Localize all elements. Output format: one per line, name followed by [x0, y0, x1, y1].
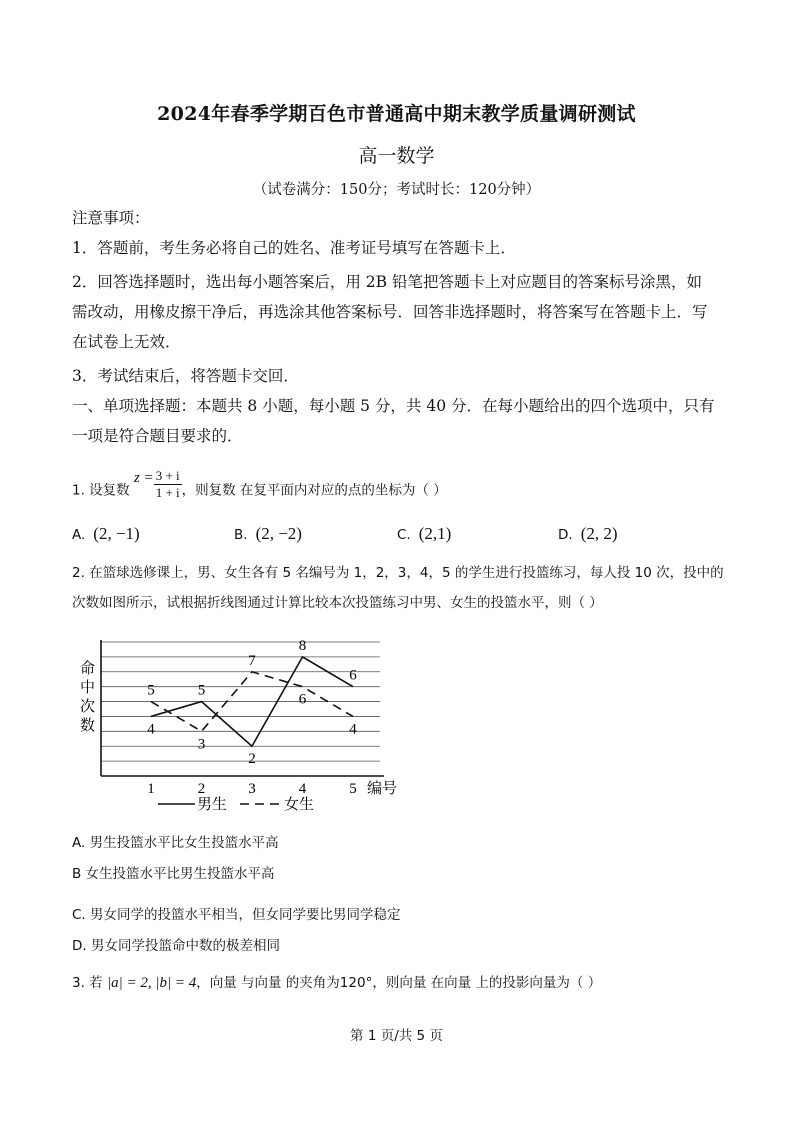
x-tick-label: 1 [147, 781, 155, 797]
data-label: 8 [298, 637, 307, 654]
q2-option-b: B 女生投篮水平比男生投篮水平高 [72, 866, 275, 882]
q1-prefix: 1. 设复数 [72, 482, 130, 499]
q1-option-a: A. (2, −1) [72, 524, 140, 543]
chart-grid [101, 642, 380, 761]
exam-subject: 高一数学 [358, 145, 435, 167]
q1-option-b: B. (2, −2) [234, 524, 302, 543]
data-label: 4 [349, 721, 357, 738]
note-item-3: 3．考试结束后，将答题卡交回． [72, 367, 299, 385]
question-2-line-1: 2. 在篮球选修课上，男、女生各有 5 名编号为 1，2，3，4，5 的学生进行投篮练习，每人投 10 次，投中的 [72, 565, 724, 581]
section-1-heading-line-1: 一、单项选择题：本题共 8 小题，每小题 5 分，共 40 分．在每小题给出的四个选项中，只有 [72, 397, 715, 415]
q1-suffix: ，则复数 在复平面内对应的点的坐标为（ ） [181, 482, 447, 499]
exam-title: 2024年春季学期百色市普通高中期末教学质量调研测试 [157, 103, 636, 125]
section-1-heading-line-2: 一项是符合题目要求的． [72, 427, 243, 445]
q1-option-c: C. (2,1) [397, 524, 452, 543]
x-tick-label: 3 [248, 781, 256, 797]
chart-data-labels [147, 638, 357, 767]
data-label: 3 [197, 736, 206, 753]
chart-x-label: 编号 [367, 781, 398, 797]
note-item-2-line-2: 需改动，用橡皮擦干净后，再选涂其他答案标号．回答非选择题时，将答案写在答题卡上．写 [72, 303, 708, 321]
chart-y-label [80, 660, 95, 734]
x-tick-label: 2 [197, 781, 206, 797]
data-label: 6 [349, 667, 357, 684]
q2-option-d: D. 男女同学投篮命中数的极差相同 [72, 938, 280, 954]
y-label-char: 数 [80, 718, 96, 734]
q2-option-c: C. 男女同学的投篮水平相当，但女同学要比男同学稳定 [72, 907, 401, 923]
y-label-char: 次 [80, 699, 96, 715]
data-label: 4 [147, 721, 155, 738]
legend-label-girls: 女生 [284, 797, 315, 813]
question-2-line-2: 次数如图所示，试根据折线图通过计算比较本次投篮练习中男、女生的投篮水平，则（ ） [72, 595, 603, 611]
chart-axes [101, 637, 384, 776]
question-3: 3. 若 |a| = 2, |b| = 4，向量 与向量 的夹角为120°，则向量 在向量 上的投影向量为（ ） [72, 975, 602, 991]
q1-option-d: D. (2, 2) [558, 524, 618, 543]
chart-x-ticks [147, 781, 357, 797]
x-tick-label: 4 [298, 781, 307, 797]
question-1 [72, 468, 727, 507]
y-label-char: 中 [80, 680, 96, 696]
data-label: 5 [147, 682, 155, 699]
data-label: 5 [197, 682, 206, 699]
note-item-1: 1．答题前，考生务必将自己的姓名、准考证号填写在答题卡上． [72, 239, 516, 257]
chart-legend [158, 796, 314, 813]
data-label: 2 [248, 751, 256, 768]
q3-condition: |a| = 2, |b| = 4 [106, 975, 197, 991]
exam-info: （试卷满分：150分；考试时长：120分钟） [252, 182, 541, 198]
data-label: 7 [248, 652, 256, 669]
shot-count-line-chart [72, 630, 412, 820]
notes-heading: 注意事项： [72, 209, 150, 227]
data-label: 6 [298, 691, 307, 708]
q1-z-lhs: z = [133, 469, 154, 486]
page-footer: 第 1 页/共 5 页 [350, 1028, 443, 1044]
x-tick-label: 5 [349, 781, 357, 797]
q2-option-a: A. 男生投篮水平比女生投篮水平高 [72, 835, 279, 851]
legend-label-boys: 男生 [197, 797, 228, 813]
y-label-char: 命 [80, 661, 96, 677]
q1-fraction: $\frac{3 + i}{1 + i}$ [155, 468, 180, 500]
note-item-2-line-3: 在试卷上无效． [72, 333, 181, 351]
note-item-2-line-1: 2．回答选择题时，选出每小题答案后，用 2B 铅笔把答题卡上对应题目的答案标号涂黑，如 [72, 273, 702, 291]
